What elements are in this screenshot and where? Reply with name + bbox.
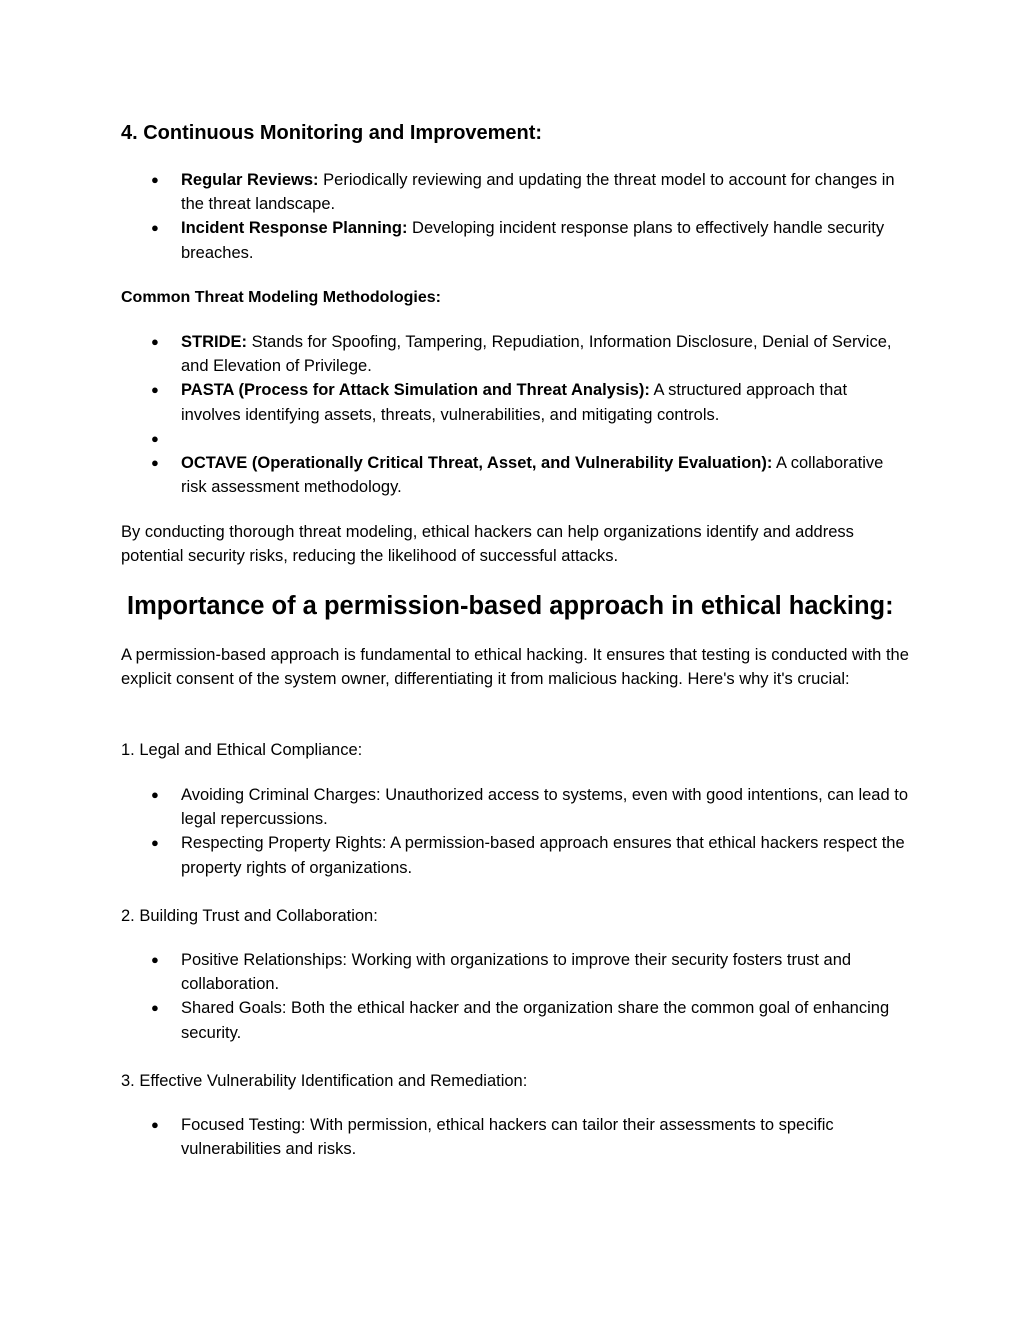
bullet-icon: ●	[151, 382, 159, 398]
list-item: ● OCTAVE (Operationally Critical Threat, Asset, and Vulnerability Evaluation): A collaborative risk assessment methodology.	[121, 451, 911, 499]
list-item: ● Regular Reviews: Periodically reviewing and updating the threat model to account for changes in the threat landscape.	[121, 168, 911, 216]
subheading-trust-collaboration: 2. Building Trust and Collaboration:	[121, 907, 378, 925]
subheading-vulnerability-remediation: 3. Effective Vulnerability Identification and Remediation:	[121, 1072, 528, 1090]
subheading-legal-compliance: 1. Legal and Ethical Compliance:	[121, 741, 363, 759]
list-item-empty	[121, 427, 911, 451]
bullet-icon: ●	[151, 220, 159, 236]
threat-modeling-conclusion: By conducting thorough threat modeling, ethical hackers can help organizations identify and address potential security risks, reducing the likelihood of successful attacks.	[121, 523, 854, 566]
legal-compliance-list	[121, 783, 911, 880]
methodologies-list	[121, 330, 911, 499]
continuous-monitoring-list	[121, 168, 911, 265]
list-item: ● Respecting Property Rights: A permission-based approach ensures that ethical hackers respect the property rights of organizations.	[121, 831, 911, 879]
section-heading-continuous-monitoring: 4. Continuous Monitoring and Improvement:	[121, 122, 543, 144]
permission-section-heading: Importance of a permission-based approach in ethical hacking:	[127, 592, 894, 620]
bullet-icon: ●	[151, 334, 159, 349]
list-item: ● STRIDE: Stands for Spoofing, Tampering, Repudiation, Information Disclosure, Denial of Service, and Elevation of Privilege.	[121, 330, 911, 378]
bullet-icon: ●	[151, 835, 159, 851]
list-item: ● PASTA (Process for Attack Simulation and Threat Analysis): A structured approach that involves identifying assets, threats, vulnerabilities, and mitigating controls.	[121, 378, 911, 426]
list-item: ● Focused Testing: With permission, ethical hackers can tailor their assessments to specific vulnerabilities and risks.	[121, 1113, 911, 1161]
list-item: ● Incident Response Planning: Developing incident response plans to effectively handle security breaches.	[121, 216, 911, 264]
bullet-icon: ●	[151, 1117, 159, 1132]
bullet-icon: ●	[151, 430, 159, 446]
bullet-icon: ●	[151, 455, 159, 470]
list-item: ● Avoiding Criminal Charges: Unauthorized access to systems, even with good intentions, can lead to legal repercussions.	[121, 783, 911, 831]
list-item: ● Shared Goals: Both the ethical hacker and the organization share the common goal of enhancing security.	[121, 996, 911, 1044]
trust-collaboration-list	[121, 948, 911, 1045]
bullet-icon: ●	[151, 1000, 159, 1016]
permission-intro-paragraph: A permission-based approach is fundamental to ethical hacking. It ensures that testing is conducted with the explicit consent of the system owner, differentiating it from malicious hacking. Here's why it's crucial:	[121, 646, 909, 689]
bullet-icon: ●	[151, 952, 159, 967]
methodologies-heading: Common Threat Modeling Methodologies:	[121, 289, 441, 306]
bullet-icon: ●	[151, 787, 159, 802]
bullet-icon: ●	[151, 172, 159, 187]
vulnerability-remediation-list	[121, 1113, 911, 1161]
list-item: ● Positive Relationships: Working with organizations to improve their security fosters trust and collaboration.	[121, 948, 911, 996]
